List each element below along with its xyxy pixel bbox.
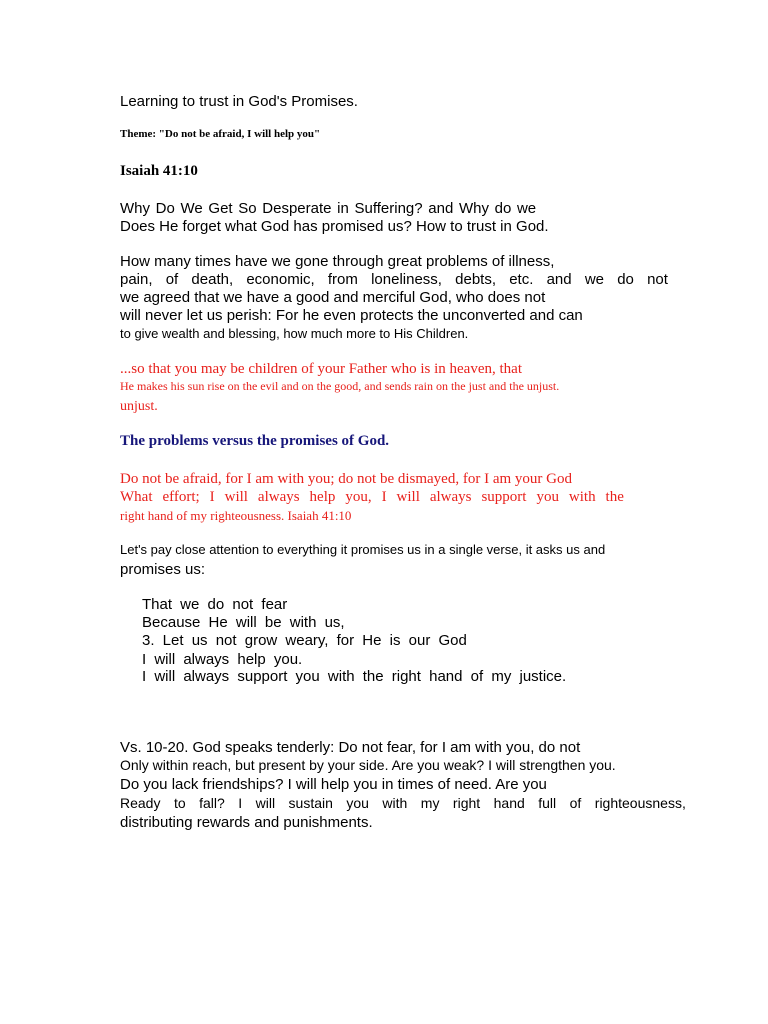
- intro-line: promises us:: [120, 561, 206, 578]
- word: with: [568, 489, 596, 505]
- word: What: [120, 489, 153, 505]
- word: do: [617, 271, 634, 288]
- word: help: [309, 489, 336, 505]
- word: we: [584, 271, 604, 288]
- question-line-1: Why Do We Get So Desperate in Suffering? and Why do we: [120, 200, 537, 217]
- word: pain,: [120, 271, 153, 288]
- document-title: Learning to trust in God's Promises.: [120, 93, 358, 110]
- word: sustain: [288, 795, 333, 811]
- word: effort;: [162, 489, 200, 505]
- word: you: [346, 795, 369, 811]
- word: my: [420, 795, 440, 811]
- word: always: [257, 489, 300, 505]
- list-item: Because He will be with us,: [142, 614, 345, 631]
- word: death,: [191, 271, 234, 288]
- word: debts,: [455, 271, 497, 288]
- word: from: [327, 271, 358, 288]
- word: the: [605, 489, 624, 505]
- word: righteousness,: [594, 795, 686, 811]
- closing-line: Do you lack friendships? I will help you in times of need. Are you: [120, 776, 547, 793]
- list-item: That we do not fear: [142, 596, 288, 613]
- word: of: [569, 795, 582, 811]
- paragraph-line: we agreed that we have a good and merciful God, who does not: [120, 289, 546, 306]
- word: I: [381, 489, 387, 505]
- paragraph-line: will never let us perish: For he even protects the unconverted and can: [120, 307, 583, 324]
- word: not: [647, 271, 668, 288]
- word: I: [209, 489, 215, 505]
- quote-line: ...so that you may be children of your Father who is in heaven, that: [120, 361, 522, 377]
- word: hand: [493, 795, 525, 811]
- word: to: [173, 795, 186, 811]
- section-heading: The problems versus the promises of God.: [120, 433, 390, 449]
- word: you,: [345, 489, 372, 505]
- word: and: [546, 271, 572, 288]
- quote-line: right hand of my righteousness. Isaiah 41:10: [120, 508, 352, 523]
- closing-line: Only within reach, but present by your side. Are you weak? I will strengthen you.: [120, 757, 616, 773]
- closing-line: distributing rewards and punishments.: [120, 814, 373, 831]
- scripture-reference: Isaiah 41:10: [120, 163, 198, 179]
- word: etc.: [509, 271, 534, 288]
- word: of: [165, 271, 179, 288]
- word: will: [255, 795, 276, 811]
- word: with: [382, 795, 408, 811]
- word: full: [538, 795, 557, 811]
- word: will: [396, 489, 420, 505]
- word: you: [536, 489, 559, 505]
- word: economic,: [246, 271, 315, 288]
- paragraph-line: How many times have we gone through great problems of illness,: [120, 253, 555, 270]
- list-item: I will always support you with the right hand of my justice.: [142, 668, 567, 685]
- word: right: [452, 795, 481, 811]
- word: loneliness,: [371, 271, 442, 288]
- list-item: 3. Let us not grow weary, for He is our God: [142, 632, 467, 649]
- theme-line: Theme: "Do not be afraid, I will help you": [120, 128, 321, 140]
- quote-line: unjust.: [120, 399, 158, 414]
- quote-line-justified: [120, 489, 624, 506]
- word: always: [429, 489, 472, 505]
- quote-line: He makes his sun rise on the evil and on the good, and sends rain on the just and the unjust.: [120, 379, 560, 393]
- word: Ready: [120, 795, 161, 811]
- list-item: I will always help you.: [142, 651, 303, 668]
- question-line-2: Does He forget what God has promised us? How to trust in God.: [120, 218, 549, 235]
- word: I: [238, 795, 243, 811]
- word: support: [481, 489, 527, 505]
- intro-line: Let's pay close attention to everything it promises us in a single verse, it asks us and: [120, 542, 606, 557]
- word: fall?: [199, 795, 225, 811]
- paragraph-line: to give wealth and blessing, how much more to His Children.: [120, 326, 469, 341]
- paragraph-line-justified: [120, 271, 668, 288]
- closing-line-justified: [120, 795, 686, 811]
- closing-line: Vs. 10-20. God speaks tenderly: Do not fear, for I am with you, do not: [120, 739, 581, 756]
- word: will: [224, 489, 248, 505]
- quote-line: Do not be afraid, for I am with you; do not be dismayed, for I am your God: [120, 471, 572, 487]
